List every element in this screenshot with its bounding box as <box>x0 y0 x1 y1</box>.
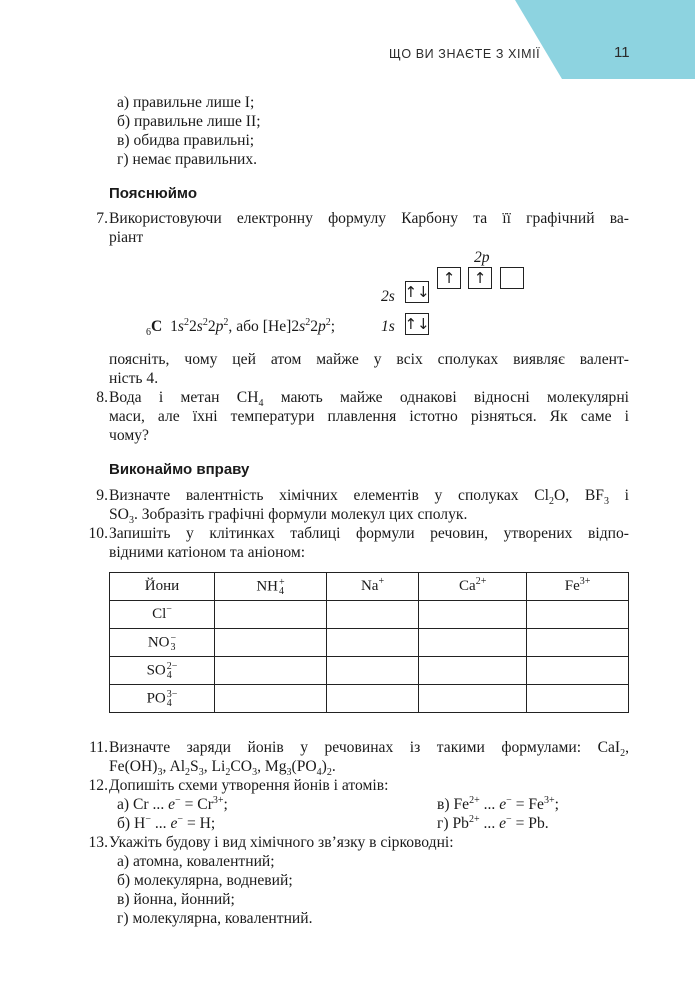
anion-no3: NO− 3 <box>110 629 215 657</box>
q13-option-b: б) молекулярна, водневий; <box>117 872 293 889</box>
q11-line2: $Fe(OH)_3$, $Al_2S_3$, $Li_2CO_3$, $Mg_3(PO_4)_2$. <box>109 758 336 779</box>
table-cell <box>419 601 527 629</box>
q12-number: 12. <box>88 777 108 794</box>
q7-line1: Використовуючи електронну формулу Карбону та її графічний ва- <box>109 210 629 227</box>
orbital-2p-2: ↑ <box>468 267 492 289</box>
cation-na: Na+ <box>326 573 418 601</box>
page-number: 11 <box>614 44 630 61</box>
q12-line1: Допишіть схеми утворення йонів і атомів: <box>109 777 389 794</box>
q6-option-c: в) обидва правильні; <box>117 132 255 149</box>
table-cell <box>326 657 418 685</box>
table-row <box>110 601 629 629</box>
q8-line1: Вода і метан $CH_4$ мають майже однакові відносні молекулярні <box>109 389 630 410</box>
table-corner: Йони <box>110 573 215 601</box>
q12-scheme-c: в) $Fe^{2+}$ ... $e^- = Fe^{3+}$; <box>437 794 559 813</box>
q10-line2: відними катіоном та аніоном: <box>109 544 306 561</box>
header-tab <box>0 0 695 80</box>
table-cell <box>419 629 527 657</box>
table-cell <box>326 629 418 657</box>
table-row <box>110 657 629 685</box>
q8-line2: маси, але їхні температури плавлення істотно різняться. Як саме і <box>109 408 629 425</box>
orbital-2s: ↑↓ <box>404 283 430 301</box>
q7-line4: ність 4. <box>109 370 159 387</box>
cation-ca: $Ca^{2+}$ <box>419 573 527 601</box>
anion-so4: SO2− 4 <box>110 657 215 685</box>
q10-line1: Запишіть у клітинках таблиці формули речовин, утворених відпо- <box>109 525 629 542</box>
q9-number: 9. <box>96 487 108 504</box>
cation-nh4: NH+ 4 <box>215 573 327 601</box>
table-cell <box>527 601 629 629</box>
table-cell <box>215 657 327 685</box>
q8-number: 8. <box>96 389 108 406</box>
anion-cl: Cl− <box>110 601 215 629</box>
orbital-2p-3 <box>500 267 524 289</box>
q9-line2: $SO_3$. Зобразіть графічні формули молекул цих сполук. <box>109 506 468 527</box>
table-cell <box>215 629 327 657</box>
table-cell <box>326 685 418 713</box>
q12-scheme-b: б) H− ... e− = H; <box>117 813 216 832</box>
table-cell <box>527 629 629 657</box>
q7-number: 7. <box>96 210 108 227</box>
heading-explain: Пояснюймо <box>109 185 197 202</box>
orbital-2p-1: ↑ <box>437 267 461 289</box>
q13-option-a: а) атомна, ковалентний; <box>117 853 275 870</box>
q13-line1: Укажіть будову і вид хімічного зв’язку в сірководні: <box>109 834 454 851</box>
orbital-1s: ↑↓ <box>404 315 430 333</box>
table-cell <box>215 685 327 713</box>
label-2p: 2p <box>474 249 490 266</box>
q6-option-a: а) правильне лише I; <box>117 94 255 111</box>
heading-exercise: Виконаймо вправу <box>109 461 250 478</box>
q13-option-c: в) йонна, йонний; <box>117 891 235 908</box>
carbon-formula: $_6$C $1s^22s^22p^2$, або $[He]2s^22p^2$; <box>146 316 336 339</box>
label-2s: 2s <box>381 288 395 305</box>
ions-table <box>109 572 629 713</box>
table-cell <box>326 601 418 629</box>
q6-option-d: г) немає правильних. <box>117 151 258 168</box>
q8-line3: чому? <box>109 427 149 444</box>
table-cell <box>215 601 327 629</box>
table-cell <box>527 685 629 713</box>
q10-number: 10. <box>88 525 108 542</box>
q13-option-d: г) молекулярна, ковалентний. <box>117 910 313 927</box>
table-row <box>110 629 629 657</box>
q7-line2: ріант <box>109 229 144 246</box>
label-1s: 1s <box>381 318 395 335</box>
q12-scheme-a: а) Cr ... $e^- = Cr^{3+}$; <box>117 794 228 813</box>
section-title: ЩО ВИ ЗНАЄТЕ З ХІМІЇ <box>389 47 541 61</box>
q11-number: 11. <box>89 739 108 756</box>
cation-fe: $Fe^{3+}$ <box>527 573 629 601</box>
table-row <box>110 685 629 713</box>
table-cell <box>419 657 527 685</box>
table-cell <box>527 657 629 685</box>
q9-line1: Визначте валентність хімічних елементів у сполуках $Cl_2O$, $BF_3$ і <box>109 487 629 508</box>
anion-po4: PO3− 4 <box>110 685 215 713</box>
q13-number: 13. <box>88 834 108 851</box>
q12-scheme-d: г) $Pb^{2+}$ ... e− = Pb. <box>437 813 549 832</box>
q6-option-b: б) правильне лише II; <box>117 113 261 130</box>
q11-line1: Визначте заряди йонів у речовинах із такими формулами: CaI$_2$, <box>109 739 629 760</box>
table-cell <box>419 685 527 713</box>
table-header-row <box>110 573 629 601</box>
q7-line3: поясніть, чому цей атом майже у всіх сполуках виявляє валент- <box>109 351 629 368</box>
